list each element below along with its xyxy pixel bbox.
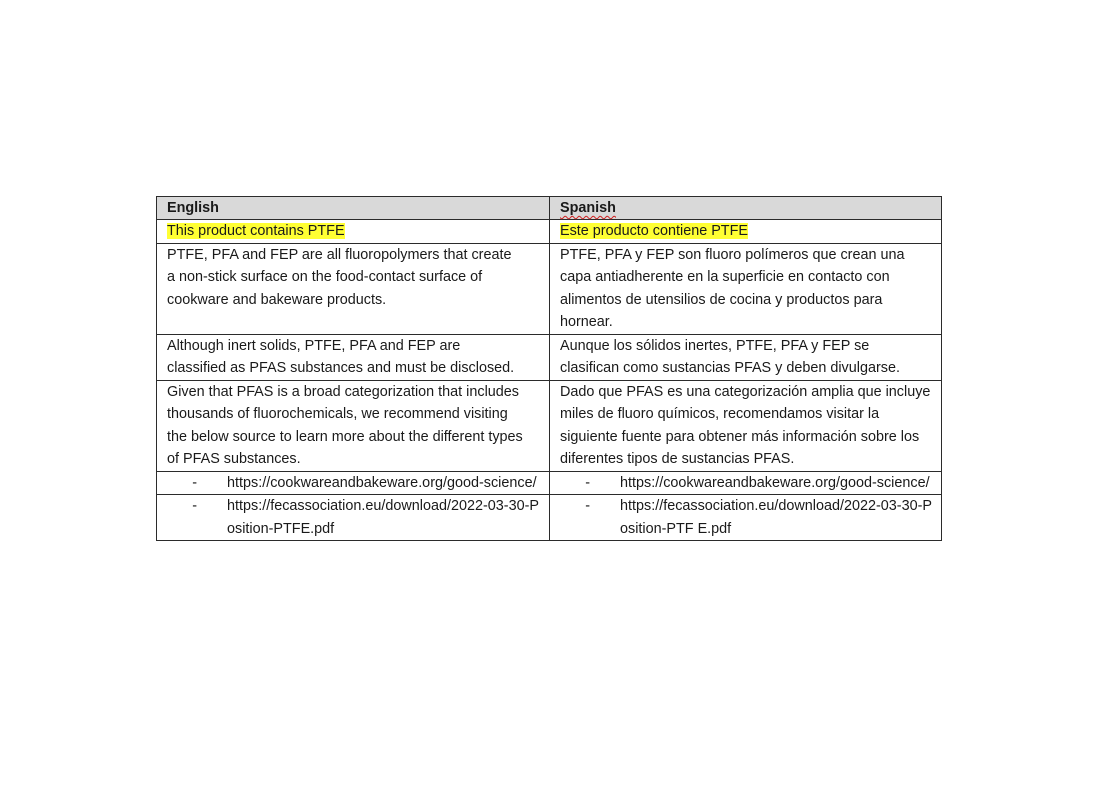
- url-text: https://cookwareandbakeware.org/good-science/: [227, 474, 537, 491]
- url-text: https://cookwareandbakeware.org/good-science/: [620, 474, 930, 491]
- url-text: https://fecassociation.eu/download/2022-03-30-Position-PTFE.pdf: [227, 498, 539, 537]
- cell-english: PTFE, PFA and FEP are all fluoropolymers that create a non-stick surface on the food-contact surface of cookware and bakeware products.: [157, 243, 550, 334]
- header-row: [157, 197, 942, 220]
- cell-spanish: [550, 220, 942, 244]
- table-row: [157, 243, 942, 334]
- cell-spanish-link: [550, 495, 942, 541]
- spellcheck-underlined-word: Spanish: [560, 200, 616, 216]
- url-text: https://fecassociation.eu/download/2022-03-30-Position-PTF E.pdf: [620, 498, 932, 537]
- cell-spanish: Dado que PFAS es una categorización amplia que incluye miles de fluoro químicos, recomendamos visitar la siguiente fuente para obtener más información sobre los diferentes tipos de sustancias PFAS.: [550, 380, 942, 471]
- cell-english: [157, 220, 550, 244]
- table-row: [157, 334, 942, 380]
- table-row: [157, 380, 942, 471]
- table-row: [157, 495, 942, 541]
- list-item: [157, 495, 543, 540]
- header-spanish: [550, 197, 942, 220]
- cell-english: Although inert solids, PTFE, PFA and FEP are classified as PFAS substances and must be disclosed.: [157, 334, 550, 380]
- list-item: [157, 472, 543, 495]
- cell-english-link: [157, 495, 550, 541]
- highlighted-text: This product contains PTFE: [167, 223, 345, 239]
- table-row: [157, 220, 942, 244]
- cell-english-link: [157, 471, 550, 495]
- cell-english: Given that PFAS is a broad categorization that includes thousands of fluorochemicals, we recommend visiting the below source to learn more about the different types of PFAS substances.: [157, 380, 550, 471]
- translation-table: [156, 196, 942, 541]
- cell-spanish: PTFE, PFA y FEP son fluoro polímeros que crean una capa antiadherente en la superficie en contacto con alimentos de utensilios de cocina y productos para hornear.: [550, 243, 942, 334]
- list-item: [550, 472, 935, 495]
- list-item: [550, 495, 935, 540]
- cell-spanish-link: [550, 471, 942, 495]
- bullet-dash: -: [192, 498, 197, 514]
- bullet-dash: -: [585, 498, 590, 514]
- header-english: English: [157, 197, 550, 220]
- bullet-dash: -: [192, 474, 197, 491]
- cell-spanish: Aunque los sólidos inertes, PTFE, PFA y FEP se clasifican como sustancias PFAS y deben divulgarse.: [550, 334, 942, 380]
- bullet-dash: -: [585, 474, 590, 491]
- table-row: [157, 471, 942, 495]
- highlighted-text: Este producto contiene PTFE: [560, 223, 748, 239]
